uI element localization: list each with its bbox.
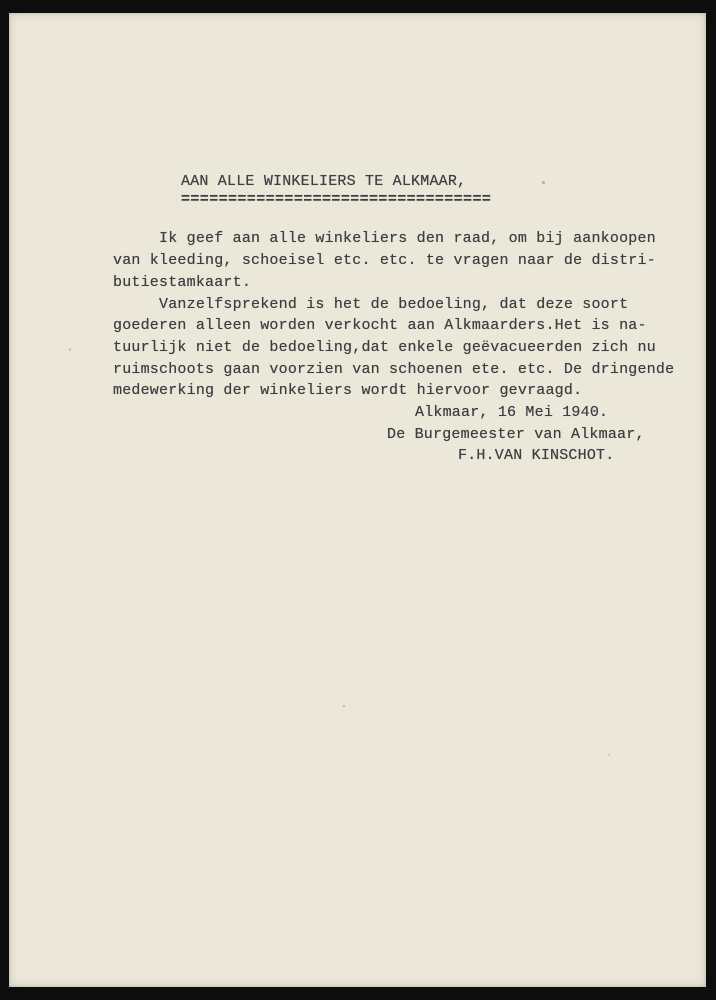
place-and-date: Alkmaar, 16 Mei 1940. xyxy=(415,404,609,422)
letter-line: goederen alleen worden verkocht aan Alkmaarders.Het is na- xyxy=(113,317,647,335)
paragraph-1 xyxy=(113,228,693,293)
paper-speck xyxy=(343,705,345,707)
letter-paper xyxy=(9,13,706,987)
paper-speck xyxy=(69,348,71,351)
letter-heading xyxy=(181,171,693,210)
letter-line: Ik geef aan alle winkeliers den raad, om bij aankoopen xyxy=(113,230,656,248)
paragraph-2 xyxy=(113,294,693,403)
letter-line: tuurlijk niet de bedoeling,dat enkele geëvacueerden zich nu xyxy=(113,338,656,356)
signature-block xyxy=(113,402,693,467)
letter-line: van kleeding, schoeisel etc. etc. te vragen naar de distri- xyxy=(113,252,656,270)
letter-body xyxy=(113,171,693,467)
sender-title: De Burgemeester van Alkmaar, xyxy=(387,425,645,443)
letter-line: ruimschoots gaan voorzien van schoenen ete. etc. De dringende xyxy=(113,360,675,378)
sender-name: F.H.VAN KINSCHOT. xyxy=(458,447,615,465)
letter-line: Vanzelfsprekend is het de bedoeling, dat deze soort xyxy=(113,295,629,313)
letter-line: butiestamkaart. xyxy=(113,273,252,291)
paper-speck xyxy=(608,754,610,756)
letter-line: medewerking der winkeliers wordt hiervoor gevraagd. xyxy=(113,382,583,400)
title-underline: ================================= xyxy=(181,190,492,208)
letter-title: AAN ALLE WINKELIERS TE ALKMAAR, xyxy=(181,173,467,190)
